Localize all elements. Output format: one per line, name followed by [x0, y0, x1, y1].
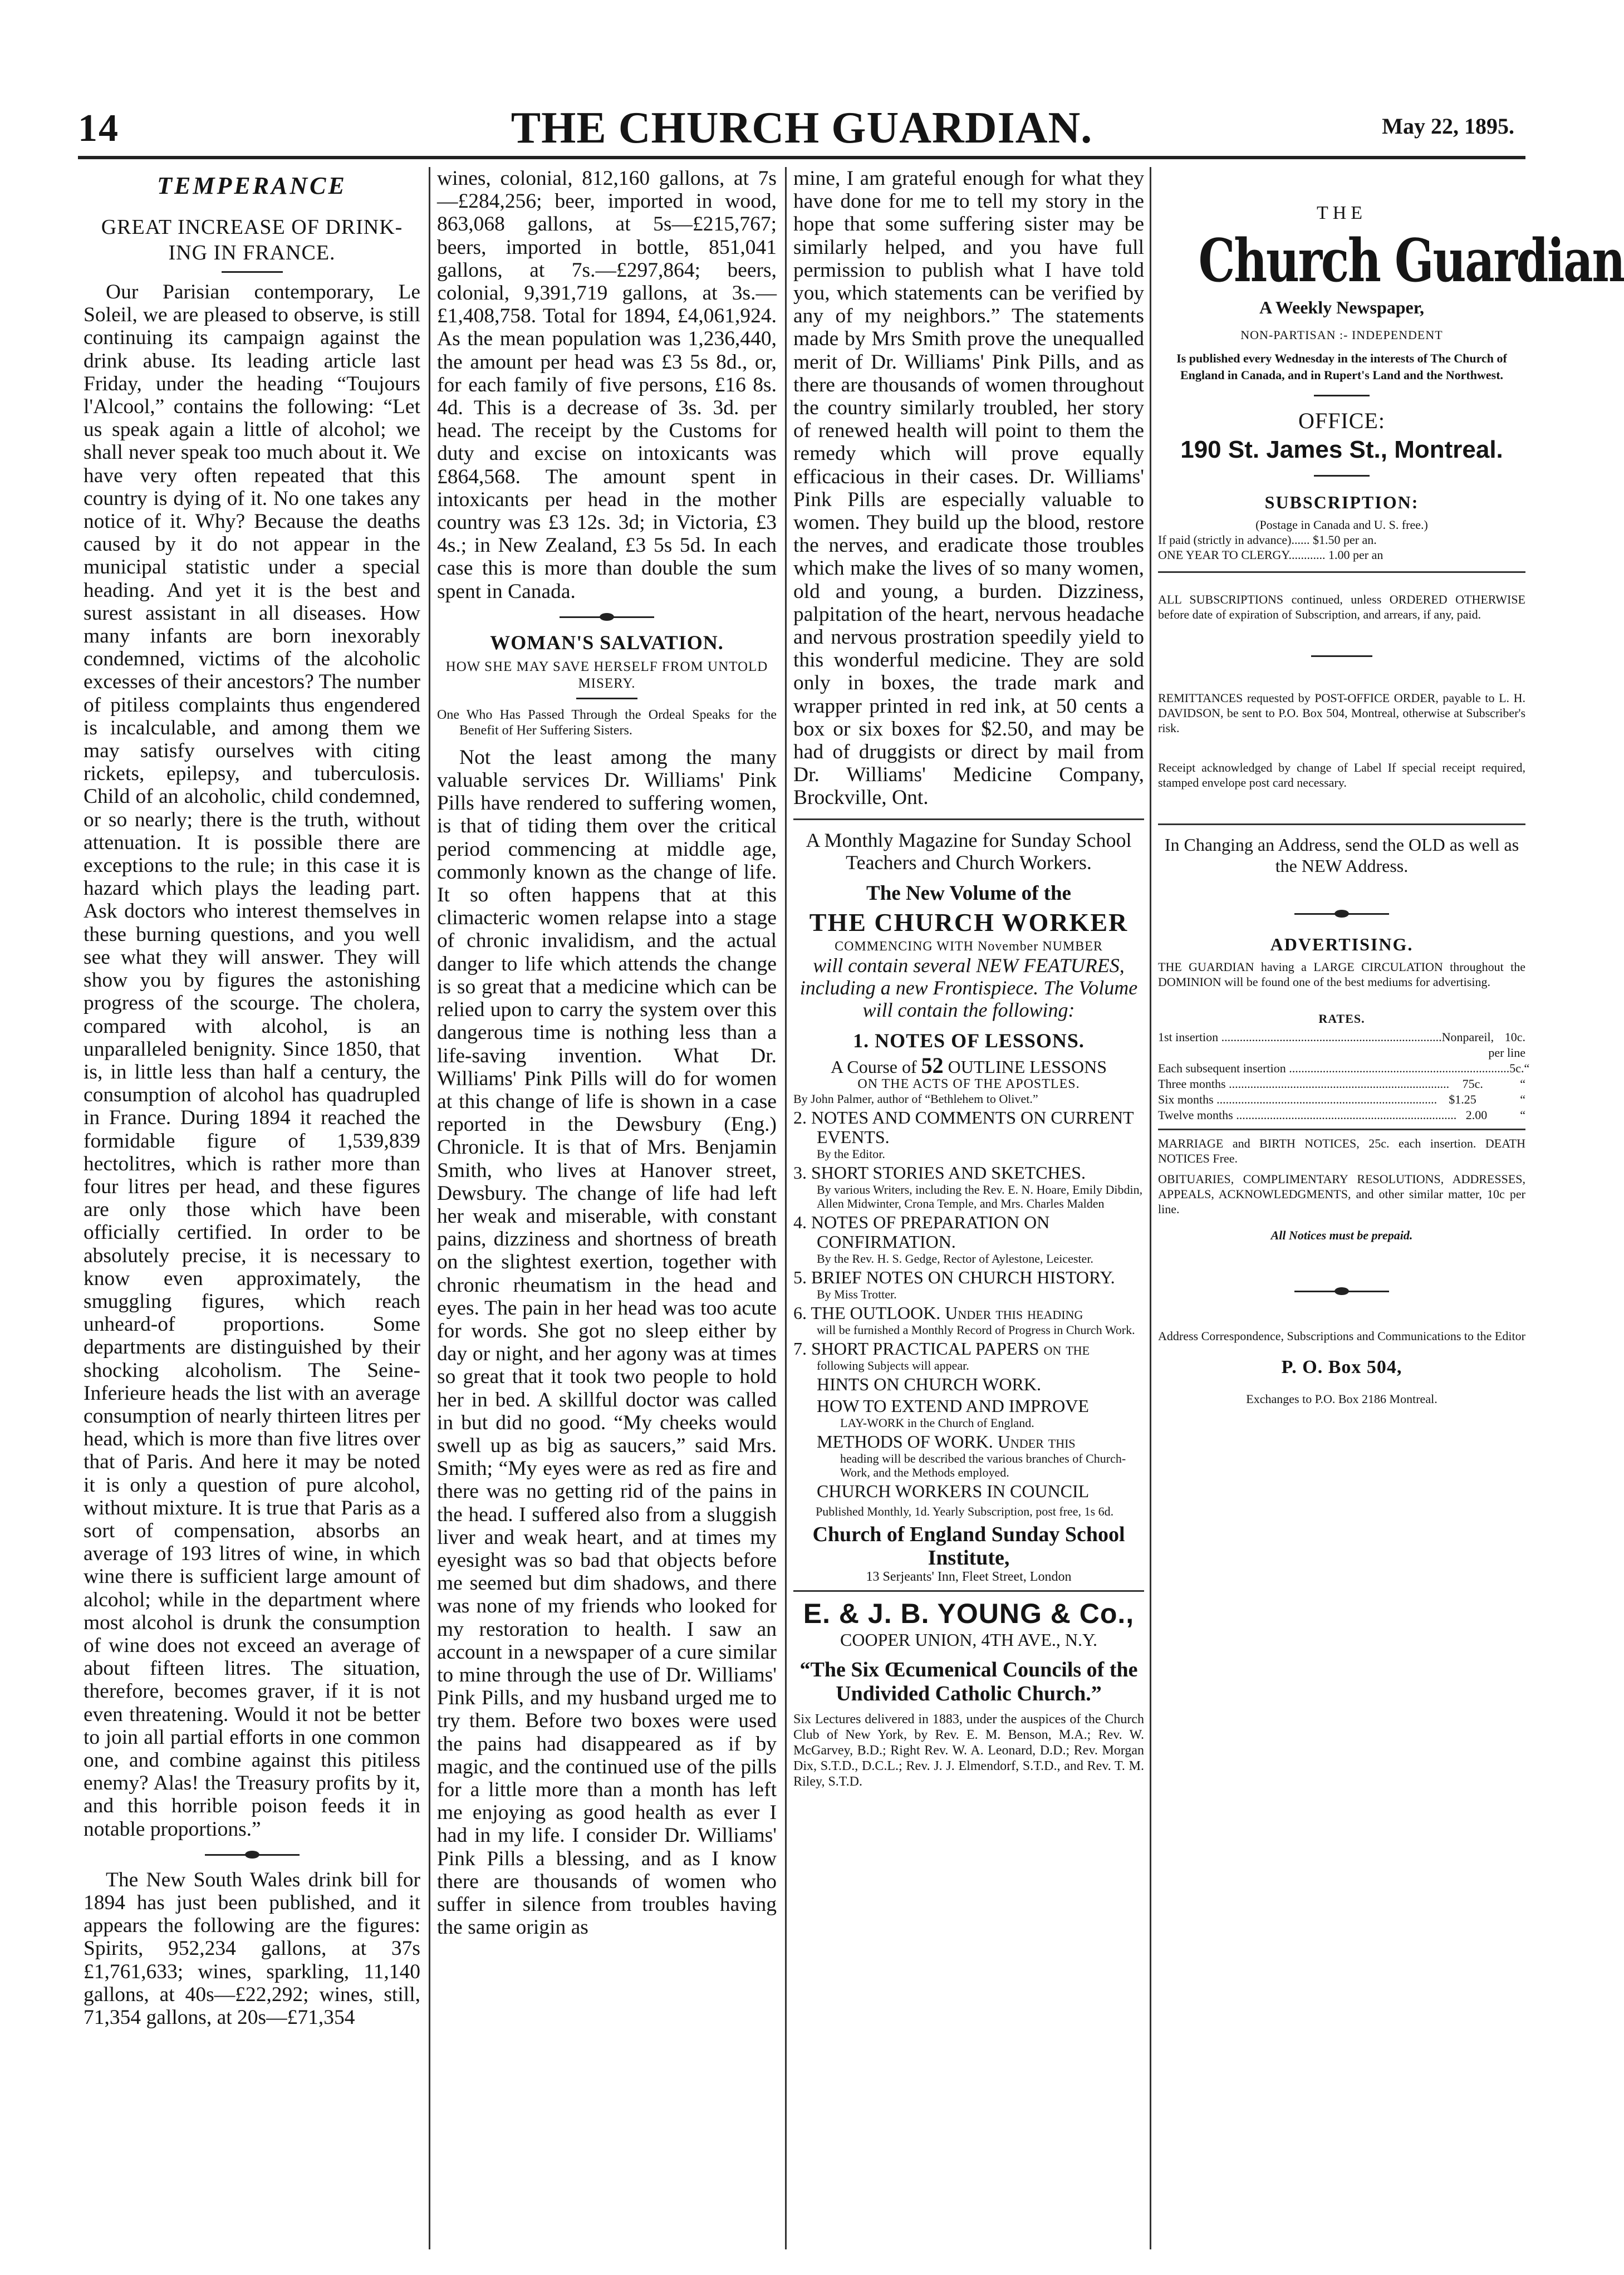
course-count: 52: [921, 1052, 944, 1078]
volume-contents-item-detail: By various Writers, including the Rev. E. N. Hoare, Emily Dibdin, Allen Midwinter, Crona Temple, and Mrs. Charles Malden: [817, 1182, 1143, 1210]
weekly-label: A Weekly Newspaper,: [1259, 297, 1425, 317]
rate-label: Three months .....: [1158, 1076, 1449, 1092]
subscription-heading: SUBSCRIPTION:: [1264, 492, 1419, 512]
article-paragraph: The New South Wales drink bill for 1894 has just been published, and it appears the following are the figures: Spirits, 952,234 gallons, at 37s £1,761,633; wines, sparkling, 11,140 gallons, at 40s—£22,292; wines, still, 71,354 gallons, at 20s—£71,354: [84, 1868, 420, 2029]
advertising-text: THE GUARDIAN having a LARGE CIRCULATION throughout the DOMINION will be found one of the best mediums for advertising.: [1158, 960, 1525, 989]
ornament-divider: [1294, 910, 1389, 918]
postage-note: (Postage in Canada and U. S. free.): [1255, 518, 1428, 532]
course-text: OUTLINE LESSONS: [948, 1056, 1107, 1077]
marriage-notices: MARRIAGE and BIRTH NOTICES, 25c. each insertion. DEATH NOTICES Free.: [1158, 1136, 1525, 1165]
volume-contents-list: [793, 1108, 1144, 1501]
magazine-intro: A Monthly Magazine for Sunday School Teachers and Church Workers.: [806, 828, 1132, 874]
volume-contents-item: 6. THE OUTLOOK. Under this heading: [793, 1302, 1083, 1323]
practical-paper-topic: HOW TO EXTEND AND IMPROVE: [817, 1395, 1089, 1416]
exchanges-note: Exchanges to P.O. Box 2186 Montreal.: [1246, 1392, 1437, 1406]
article-paragraph: Not the least among the many valuable services Dr. Williams' Pink Pills have rendered to suffering women, is that of tiding them over the critical period commencing at middle age, commonly known as the change of life. It so often happens that at this climacteric women relapse into a stage of chronic invalidism, and the actual danger to life which attends the change is so great that a medicine which can be relied upon to carry the system over this dangerous time is nothing less than a life-saving invention. What Dr. Williams' Pink Pills will do for women at this change of life is shown in a case reported in the Dewsbury (Eng.) Chronicle. It is that of Mrs. Benjamin Smith, who lives at Hanover street, Dewsbury. The change of life had left her weak and miserable, with constant pains, dizziness and shortness of breath on the slightest exertion, together with chronic rheumatism in the head and eyes. The pain in her head was too acute for words. She got no sleep either by day or night, and her agony was at times so great that it took two people to hold her in bed. A skillful doctor was called in but did no good. “My cheeks would swell up as big as saucers,” said Mrs. Smith; “My eyes were as red as fire and there was no getting rid of the pains in the head. I suffered also from a sluggish liver and weak heart, and at times my eyesight was so bad that objects before me seemed but dim shadows, and there was none of my friends who looked for my restoration to health. I saw an account in a newspaper of a cure similar to mine through the use of Dr. Williams' Pink Pills, and my husband urged me to try them. Before two boxes were used the pains had disappeared as if by magic, and the continued use of the pills for a little more than a month has left me enjoying as good health as ever I had in my life. I consider Dr. Williams' Pink Pills a blessing, and as I know there are thousands of women who suffer in silence from troubles having the same origin as: [437, 746, 777, 1939]
rate-price: Nonpareil,: [1441, 1030, 1494, 1044]
practical-paper-detail: LAY-WORK in the Church of England.: [840, 1415, 1034, 1430]
published-note: Published Monthly, 1d. Yearly Subscription, post free, 1s 6d.: [816, 1504, 1114, 1518]
volume-contents-item-detail: following Subjects will appear.: [817, 1358, 969, 1372]
publisher-address: COOPER UNION, 4TH AVE., N.Y.: [840, 1629, 1097, 1650]
rate-row: [1158, 1092, 1525, 1107]
rate-price: 2.00: [1465, 1108, 1488, 1122]
volume-contents-item-detail: By the Editor.: [817, 1146, 885, 1161]
book-description: Six Lectures delivered in 1883, under the auspices of the Church Club of New York, by Rev. E. M. Benson, M.A.; Rev. W. McGarvey, B.D.; Right Rev. W. A. Leonard, D.D.; Rev. Morgan Dix, S.T.D., D.C.L.; Rev. J. J. Elmendorf, S.T.D., and Rev. T. M. Riley, S.T.D.: [793, 1712, 1144, 1789]
ornament-divider: [1294, 1287, 1389, 1295]
rate-unit: “: [1524, 1061, 1530, 1075]
rate-unit: 10c. per line: [1488, 1030, 1525, 1060]
issue-date: May 22, 1895.: [1382, 114, 1514, 139]
page-header: [78, 103, 1525, 154]
rate-price: 5c.: [1509, 1061, 1524, 1075]
column-divider: [785, 167, 787, 2249]
volume-contents-item: 2. NOTES AND COMMENTS ON CURRENT EVENTS.: [793, 1107, 1134, 1147]
ornament-divider: [560, 613, 654, 621]
column-divider: [429, 167, 430, 2249]
section-heading-temperance: TEMPERANCE: [157, 172, 347, 199]
volume-contents-item: 3. SHORT STORIES AND SKETCHES.: [793, 1162, 1086, 1183]
volume-contents-intro: will contain several NEW FEATURES, including a new Frontispiece. The Volume will contain the following:: [799, 954, 1138, 1021]
article-title-drinking-france: GREAT INCREASE OF DRINK-ING IN FRANCE.: [101, 215, 403, 264]
practical-paper-detail: heading will be described the various branches of Church-Work, and the Methods employed.: [840, 1451, 1126, 1479]
rate-label: Six months .....: [1158, 1092, 1437, 1107]
article-paragraph: mine, I am grateful enough for what they have done for me to tell my story in the hope that some suffering sister may be similarly helped, and you have full permission to publish what I have told you, which statements can be verified by any of my neighbors.” The statements made by Mrs Smith prove the unequalled merit of Dr. Williams' Pink Pills, and as there are thousands of women throughout the country similarly troubled, her story of renewed health will point to them the remedy which will prove equally efficacious in their cases. Dr. Williams' Pink Pills are especially valuable to women. They build up the blood, restore the nerves, and eradicate those troubles which make the lives of so many women, old and young, a burden. Dizziness, palpitation of the heart, nervous headache and nervous prostration speedily yield to this wonderful medicine. They are sold only in boxes, the trade mark and wrapper printed in red ink, at 50 cents a box or six boxes for $2.50, and may be had of druggists or direct by mail from Dr. Williams' Medicine Company, Brockville, Ont.: [793, 167, 1144, 810]
rate-label: 1st insertion .....: [1158, 1029, 1442, 1061]
commencing-label: COMMENCING WITH November NUMBER: [835, 939, 1103, 954]
volume-contents-item-detail: By Miss Trotter.: [817, 1287, 897, 1301]
rate-row: [1158, 1029, 1525, 1061]
institute-name: Church of England Sunday School Institute,: [812, 1522, 1125, 1570]
rate-row: [1158, 1061, 1530, 1076]
divider: [1158, 823, 1525, 825]
rate-unit: “: [1520, 1077, 1525, 1091]
masthead: THE CHURCH GUARDIAN.: [511, 104, 1093, 153]
course-acts: ON THE ACTS OF THE APOSTLES.: [857, 1076, 1080, 1091]
remittances-note: REMITTANCES requested by POST-OFFICE ORDER, payable to L. H. DAVIDSON, be sent to P.O. Box 504, Montreal, otherwise at Subscriber's risk.: [1158, 691, 1525, 735]
course-author: By John Palmer, author of “Bethlehem to Olivet.”: [793, 1091, 1038, 1106]
column-2: [437, 167, 777, 2247]
new-volume-label: The New Volume of the: [866, 881, 1071, 905]
volume-contents-item: 5. BRIEF NOTES ON CHURCH HISTORY.: [793, 1267, 1115, 1287]
nonpartisan-label: NON-PARTISAN :- INDEPENDENT: [1240, 328, 1443, 342]
practical-paper-topic: METHODS OF WORK. Under this: [817, 1431, 1076, 1452]
column-divider: [1150, 167, 1151, 2249]
divider: [793, 1590, 1144, 1592]
receipt-note: Receipt acknowledged by change of Label If special receipt required, stamped envelope post card necessary.: [1158, 761, 1525, 790]
obituaries-note: OBITUARIES, COMPLIMENTARY RESOLUTIONS, ADDRESSES, APPEALS, ACKNOWLEDGMENTS, and other similar matter, 10c per line.: [1158, 1172, 1525, 1216]
subscription-rate: ONE YEAR TO CLERGY............ 1.00 per an: [1158, 548, 1383, 562]
change-address-note: In Changing an Address, send the OLD as well as the NEW Address.: [1164, 835, 1519, 876]
divider: [222, 271, 283, 273]
po-box: P. O. Box 504,: [1281, 1357, 1402, 1377]
course-text: A Course of: [831, 1056, 917, 1077]
divider: [1314, 475, 1370, 477]
newspaper-logo: Church Guardian: [1198, 225, 1624, 295]
divider: [1158, 571, 1525, 573]
page-number: 14: [78, 107, 119, 150]
book-title: “The Six Œcumenical Councils of the Undivided Catholic Church.”: [799, 1658, 1138, 1705]
institute-address: 13 Serjeants' Inn, Fleet Street, London: [866, 1569, 1072, 1584]
rate-unit: “: [1520, 1108, 1525, 1122]
article-deck: One Who Has Passed Through the Ordeal Speaks for the Benefit of Her Suffering Sisters.: [437, 707, 777, 738]
volume-contents-item: 4. NOTES OF PREPARATION ON CONFIRMATION.: [793, 1212, 1050, 1252]
rates-table: [1158, 1029, 1530, 1123]
article-subtitle: HOW SHE MAY SAVE HERSELF FROM UNTOLD MISERY.: [445, 659, 768, 691]
rate-label: Twelve months .....: [1158, 1107, 1456, 1123]
column-1: [84, 167, 420, 2247]
notes-of-lessons-heading: 1. NOTES OF LESSONS.: [853, 1029, 1085, 1052]
volume-contents-item: 7. SHORT PRACTICAL PAPERS on the: [793, 1338, 1090, 1359]
article-title-womans-salvation: WOMAN'S SALVATION.: [490, 631, 724, 654]
office-address: 190 St. James St., Montreal.: [1180, 436, 1503, 463]
column-4: [1158, 167, 1624, 2247]
article-paragraph: Our Parisian contemporary, Le Soleil, we are pleased to observe, is still continuing its campaign against the drink abuse. Its leading article last Friday, under the heading “Toujours l'Alcool,” contains the following: “Let us speak again a little of alcohol; we shall never speak too much about it. We have very often repeated that this country is dying of it. No one takes any notice of it. Why? Because the deaths caused by it do not appear in the municipal statistic under a special heading. And yet it is the best and surest assistant in all diseases. How many infants are born inexorably condemned, victims of the alcoholic excesses of their ancestors? The number of pitiless complaints thus engendered is incalculable, and among them we may satisfy ourselves with citing rickets, epilepsy, and tuberculosis. Child of an alcoholic, child condemned, or so nearly; there is the truth, without attenuation. It is possible there are exceptions to the rule; in this case it is hazard which plays the leading part. Ask doctors who interest themselves in these burning questions, and you well see what they will answer. They will show you by figures the astonishing progress of the scourge. The cholera, compared with alcohol, is an unparalleled benignity. Since 1850, that is, in little less than half a century, the consumption of alcohol has quadrupled in France. During 1894 it reached the formidable figure of 1,539,839 hectolitres, which is rather more than four litres per head, and these figures are only those which have been officially certified. In order to be absolutely precise, it is necessary to know even approximately, the smuggling figures, which reach unheard-of proportions. Some departments are distinguished by their shocking alcoholism. The Seine-Inferieure heads the list with an average consumption of nearly thirteen litres per head, which is more than five litres over that of Paris. And here it may be noted it is only a question of pure alcohol, without mixture. It is true that Paris as a sort of compensation, absorbs an average of 193 litres of wine, in which wine there is sufficient large amount of alcohol; while in the department where most alcohol is drunk the consumption of wine does not exceed an average of about fifteen litres. The situation, therefore, becomes graver, if it is not even threatening. Would it not be better to join all partial efforts in one common one, and combine against this pitiless enemy? Alas! the Treasury profits by it, and this horrible poison feeds it in notable proportions.”: [84, 281, 420, 1841]
article-paragraph: wines, colonial, 812,160 gallons, at 7s—£284,256; beer, imported in wood, 863,068 gallons, at 5s—£215,767; beers, imported in bottle, 851,041 gallons, at 7s.—£297,864; beers, colonial, 9,391,719 gallons, at 3s.—£1,408,758. Total for 1894, £4,061,924. As the mean population was 1,236,440, the amount per head was £3 5s 8d., or, for each family of five persons, £16 8s. 4d. This is a decrease of 3s. 3d. per head. The receipt by the Customs for duty and excise on intoxicants was £864,568. The amount spent in intoxicants per head in the mother country was £3 12s. 3d; in Victoria, £3 4s.; in New Zealand, £3 5s 5d. In each case this is more than double the sum spent in Canada.: [437, 167, 777, 603]
rates-heading: RATES.: [1318, 1012, 1365, 1026]
divider: [576, 698, 637, 699]
logo-the: THE: [1316, 203, 1367, 223]
address-note: Address Correspondence, Subscriptions and Communications to the Editor: [1158, 1329, 1525, 1343]
volume-contents-item-detail: will be furnished a Monthly Record of Progress in Church Work.: [817, 1322, 1135, 1337]
ornament-divider: [205, 1851, 300, 1859]
rate-unit: “: [1520, 1092, 1525, 1106]
publisher-name: E. & J. B. YOUNG & Co.,: [803, 1597, 1135, 1629]
divider: [1314, 395, 1370, 396]
office-label: OFFICE:: [1298, 408, 1385, 433]
header-rule: [78, 156, 1525, 159]
rate-label: Each subsequent insertion .....: [1158, 1061, 1509, 1076]
course-line: [793, 1052, 1144, 1078]
divider: [793, 818, 1144, 820]
published-statement: Is published every Wednesday in the interests of The Church of England in Canada, and in Rupert's Land and the Northwest.: [1176, 351, 1507, 382]
practical-paper-topic: HINTS ON CHURCH WORK.: [817, 1374, 1041, 1394]
practical-paper-topic: CHURCH WORKERS IN COUNCIL: [817, 1480, 1090, 1501]
rate-price: $1.25: [1449, 1092, 1476, 1106]
column-3: [793, 167, 1144, 2247]
subscription-rate: If paid (strictly in advance)...... $1.50 per an.: [1158, 533, 1377, 547]
subscriptions-continued: ALL SUBSCRIPTIONS continued, unless ORDERED OTHERWISE before date of expiration of Subscription, and arrears, if any, paid.: [1158, 592, 1525, 621]
prepaid-note: All Notices must be prepaid.: [1270, 1228, 1413, 1242]
rate-price: 75c.: [1462, 1077, 1483, 1091]
divider: [1311, 655, 1372, 657]
rate-row: [1158, 1076, 1525, 1092]
advertising-heading: ADVERTISING.: [1270, 934, 1414, 954]
divider: [1158, 1129, 1525, 1130]
volume-contents-item-detail: By the Rev. H. S. Gedge, Rector of Aylestone, Leicester.: [817, 1251, 1093, 1266]
rate-row: [1158, 1107, 1525, 1123]
magazine-title: THE CHURCH WORKER: [809, 908, 1129, 937]
